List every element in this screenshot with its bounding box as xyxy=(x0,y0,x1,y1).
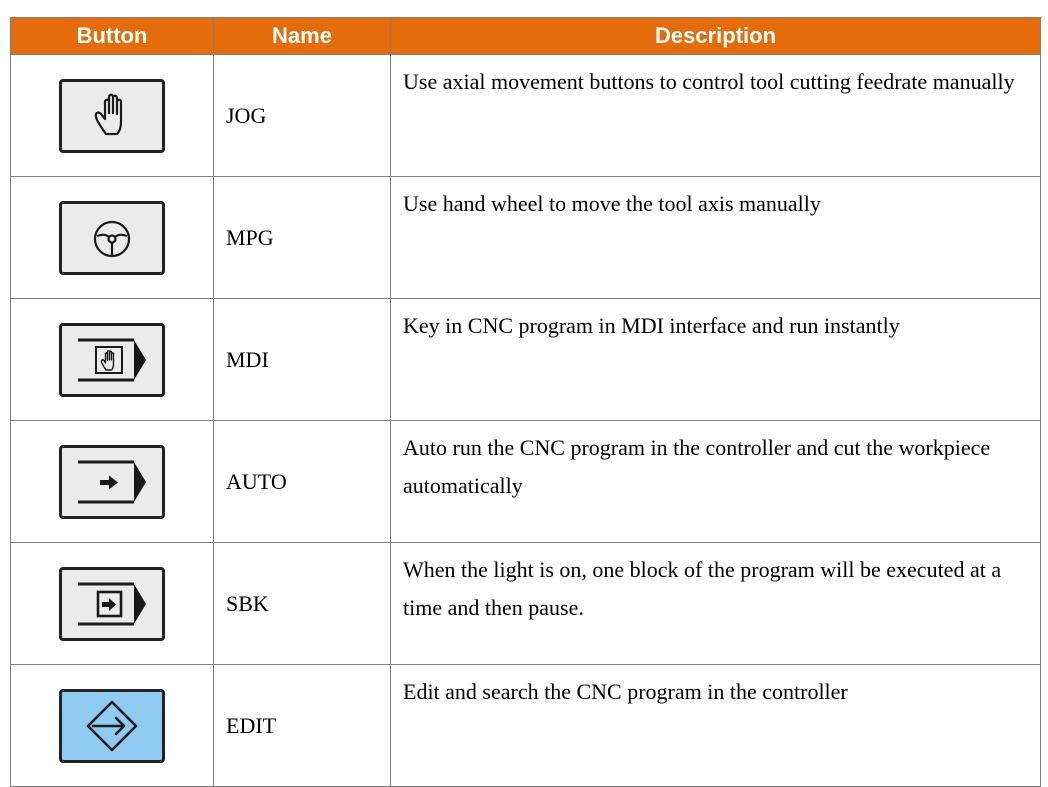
button-cell xyxy=(11,299,214,421)
hand-in-box-arrow-icon xyxy=(62,326,162,394)
button-name: AUTO xyxy=(214,421,391,543)
mdi-key[interactable] xyxy=(59,323,165,397)
button-cell xyxy=(11,177,214,299)
button-description: Use axial movement buttons to control tool cutting feedrate manually xyxy=(391,55,1041,177)
button-cell xyxy=(11,421,214,543)
button-description: Key in CNC program in MDI interface and run instantly xyxy=(391,299,1041,421)
button-name: JOG xyxy=(214,55,391,177)
button-description: Auto run the CNC program in the controller and cut the workpiece automatically xyxy=(391,421,1041,543)
button-cell xyxy=(11,55,214,177)
hand-icon xyxy=(62,82,162,150)
button-description: When the light is on, one block of the program will be executed at a time and then pause. xyxy=(391,543,1041,665)
table-row xyxy=(11,55,1041,177)
mpg-key[interactable] xyxy=(59,201,165,275)
button-name: SBK xyxy=(214,543,391,665)
button-cell xyxy=(11,665,214,787)
boxed-arrow-play-icon xyxy=(62,570,162,638)
table-row xyxy=(11,543,1041,665)
table-row xyxy=(11,177,1041,299)
button-name: MPG xyxy=(214,177,391,299)
edit-key[interactable] xyxy=(59,689,165,763)
header-description: Description xyxy=(391,18,1041,55)
button-cell xyxy=(11,543,214,665)
header-button: Button xyxy=(11,18,214,55)
table-row xyxy=(11,299,1041,421)
button-name: EDIT xyxy=(214,665,391,787)
table-row xyxy=(11,665,1041,787)
button-name: MDI xyxy=(214,299,391,421)
mode-buttons-table xyxy=(10,17,1041,787)
button-description: Use hand wheel to move the tool axis manually xyxy=(391,177,1041,299)
handwheel-icon xyxy=(62,204,162,272)
button-description: Edit and search the CNC program in the controller xyxy=(391,665,1041,787)
auto-key[interactable] xyxy=(59,445,165,519)
arrow-right-play-icon xyxy=(62,448,162,516)
table-row xyxy=(11,421,1041,543)
diamond-arrow-icon xyxy=(62,692,162,760)
header-name: Name xyxy=(214,18,391,55)
jog-key[interactable] xyxy=(59,79,165,153)
sbk-key[interactable] xyxy=(59,567,165,641)
table-header-row xyxy=(11,18,1041,55)
